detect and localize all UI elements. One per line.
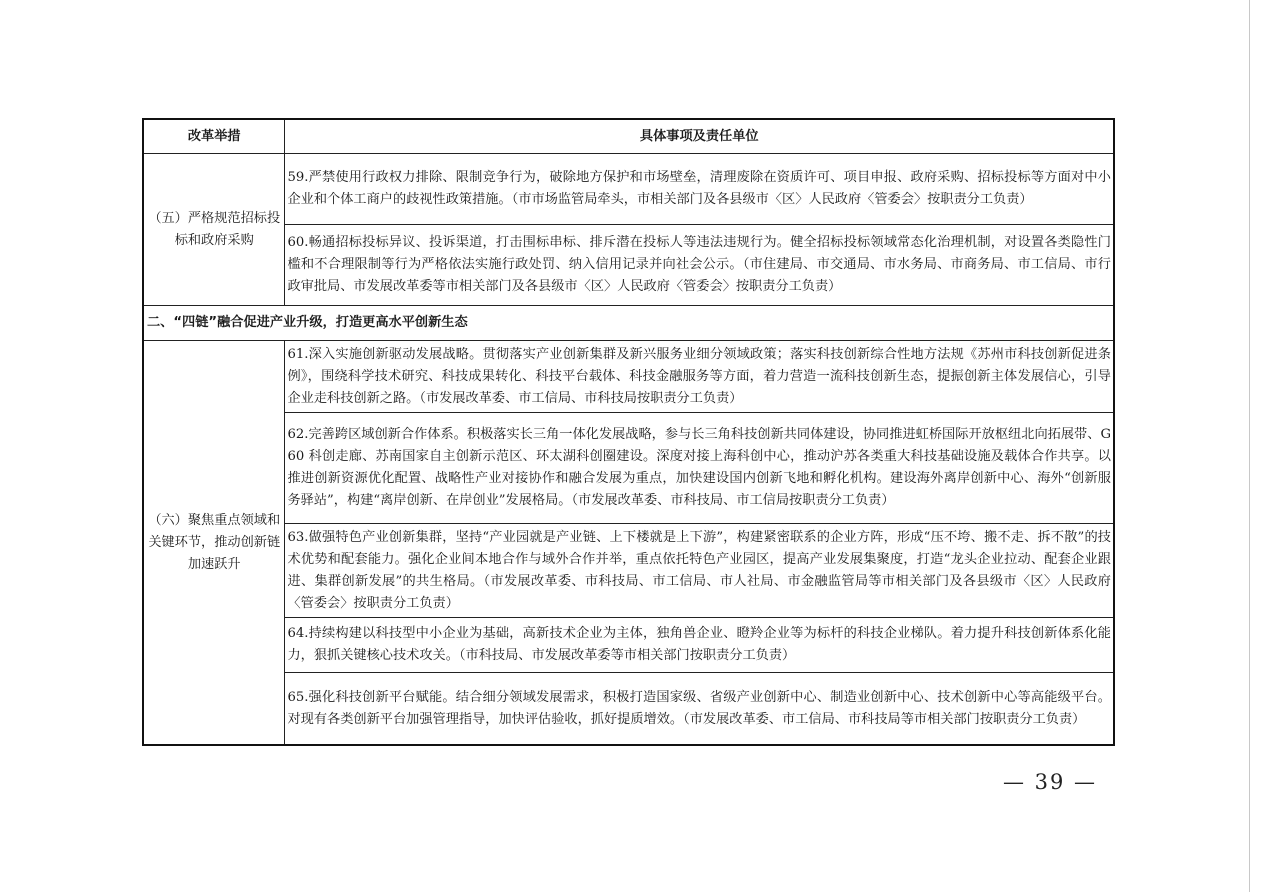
item-cell-62: 62.完善跨区域创新合作体系。积极落实长三角一体化发展战略，参与长三角科技创新共同体建设，协同推进虹桥国际开放枢纽北向拓展带、G60 科创走廊、苏南国家自主创新示范区、环太湖科创圈建设。深度对接上海科创中心，推动沪苏各类重大科技基础设施及载体合作共享。以推进创新资源优化配置、战略性产业对接协作和融合发展为重点，加快建设国内创新飞地和孵化机构。建设海外离岸创新中心、海外“创新服务驿站”，构建“离岸创新、在岸创业”发展格局。（市发展改革委、市科技局、市工信局按职责分工负责） [284, 413, 1114, 524]
table-header-row [143, 119, 1114, 154]
header-details: 具体事项及责任单位 [284, 119, 1114, 154]
table-row [143, 413, 1114, 524]
section-title: 二、“四链”融合促进产业升级，打造更高水平创新生态 [143, 306, 1114, 341]
measure-cell-5: （五）严格规范招标投标和政府采购 [143, 154, 284, 306]
page-edge-line [1249, 0, 1250, 892]
item-cell-63: 63.做强特色产业创新集群，坚持“产业园就是产业链、上下楼就是上下游”，构建紧密联系的企业方阵，形成“压不垮、搬不走、拆不散”的技术优势和配套能力。强化企业间本地合作与域外合作并举，重点依托特色产业园区，提高产业发展集聚度，打造“龙头企业拉动、配套企业跟进、集群创新发展”的共生格局。（市发展改革委、市科技局、市工信局、市人社局、市金融监管局等市相关部门及各县级市〈区〉人民政府〈管委会〉按职责分工负责） [284, 524, 1114, 618]
header-measure: 改革举措 [143, 119, 284, 154]
table-row [143, 154, 1114, 225]
page-number: — 39 — [1002, 770, 1098, 794]
reform-measures-table [142, 118, 1115, 746]
table-row [143, 341, 1114, 413]
item-cell-61: 61.深入实施创新驱动发展战略。贯彻落实产业创新集群及新兴服务业细分领域政策；落实科技创新综合性地方法规《苏州市科技创新促进条例》，围绕科学技术研究、科技成果转化、科技平台载体、科技金融服务等方面，着力营造一流科技创新生态，提振创新主体发展信心，引导企业走科技创新之路。（市发展改革委、市工信局、市科技局按职责分工负责） [284, 341, 1114, 413]
table-row [143, 673, 1114, 746]
measure-cell-6: （六）聚焦重点领域和关键环节，推动创新链加速跃升 [143, 341, 284, 746]
section-row [143, 306, 1114, 341]
table-row [143, 225, 1114, 306]
item-cell-60: 60.畅通招标投标异议、投诉渠道，打击围标串标、排斥潜在投标人等违法违规行为。健全招标投标领域常态化治理机制，对设置各类隐性门槛和不合理限制等行为严格依法实施行政处罚、纳入信用记录并向社会公示。（市住建局、市交通局、市水务局、市商务局、市工信局、市行政审批局、市发展改革委等市相关部门及各县级市〈区〉人民政府〈管委会〉按职责分工负责） [284, 225, 1114, 306]
table-row [143, 524, 1114, 618]
table-row [143, 618, 1114, 673]
item-cell-59: 59.严禁使用行政权力排除、限制竞争行为，破除地方保护和市场壁垒，清理废除在资质许可、项目申报、政府采购、招标投标等方面对中小企业和个体工商户的歧视性政策措施。（市市场监管局牵头，市相关部门及各县级市〈区〉人民政府〈管委会〉按职责分工负责） [284, 154, 1114, 225]
item-cell-64: 64.持续构建以科技型中小企业为基础，高新技术企业为主体，独角兽企业、瞪羚企业等为标杆的科技企业梯队。着力提升科技创新体系化能力，狠抓关键核心技术攻关。（市科技局、市发展改革委等市相关部门按职责分工负责） [284, 618, 1114, 673]
item-cell-65: 65.强化科技创新平台赋能。结合细分领域发展需求，积极打造国家级、省级产业创新中心、制造业创新中心、技术创新中心等高能级平台。对现有各类创新平台加强管理指导，加快评估验收，抓好提质增效。（市发展改革委、市工信局、市科技局等市相关部门按职责分工负责） [284, 673, 1114, 746]
